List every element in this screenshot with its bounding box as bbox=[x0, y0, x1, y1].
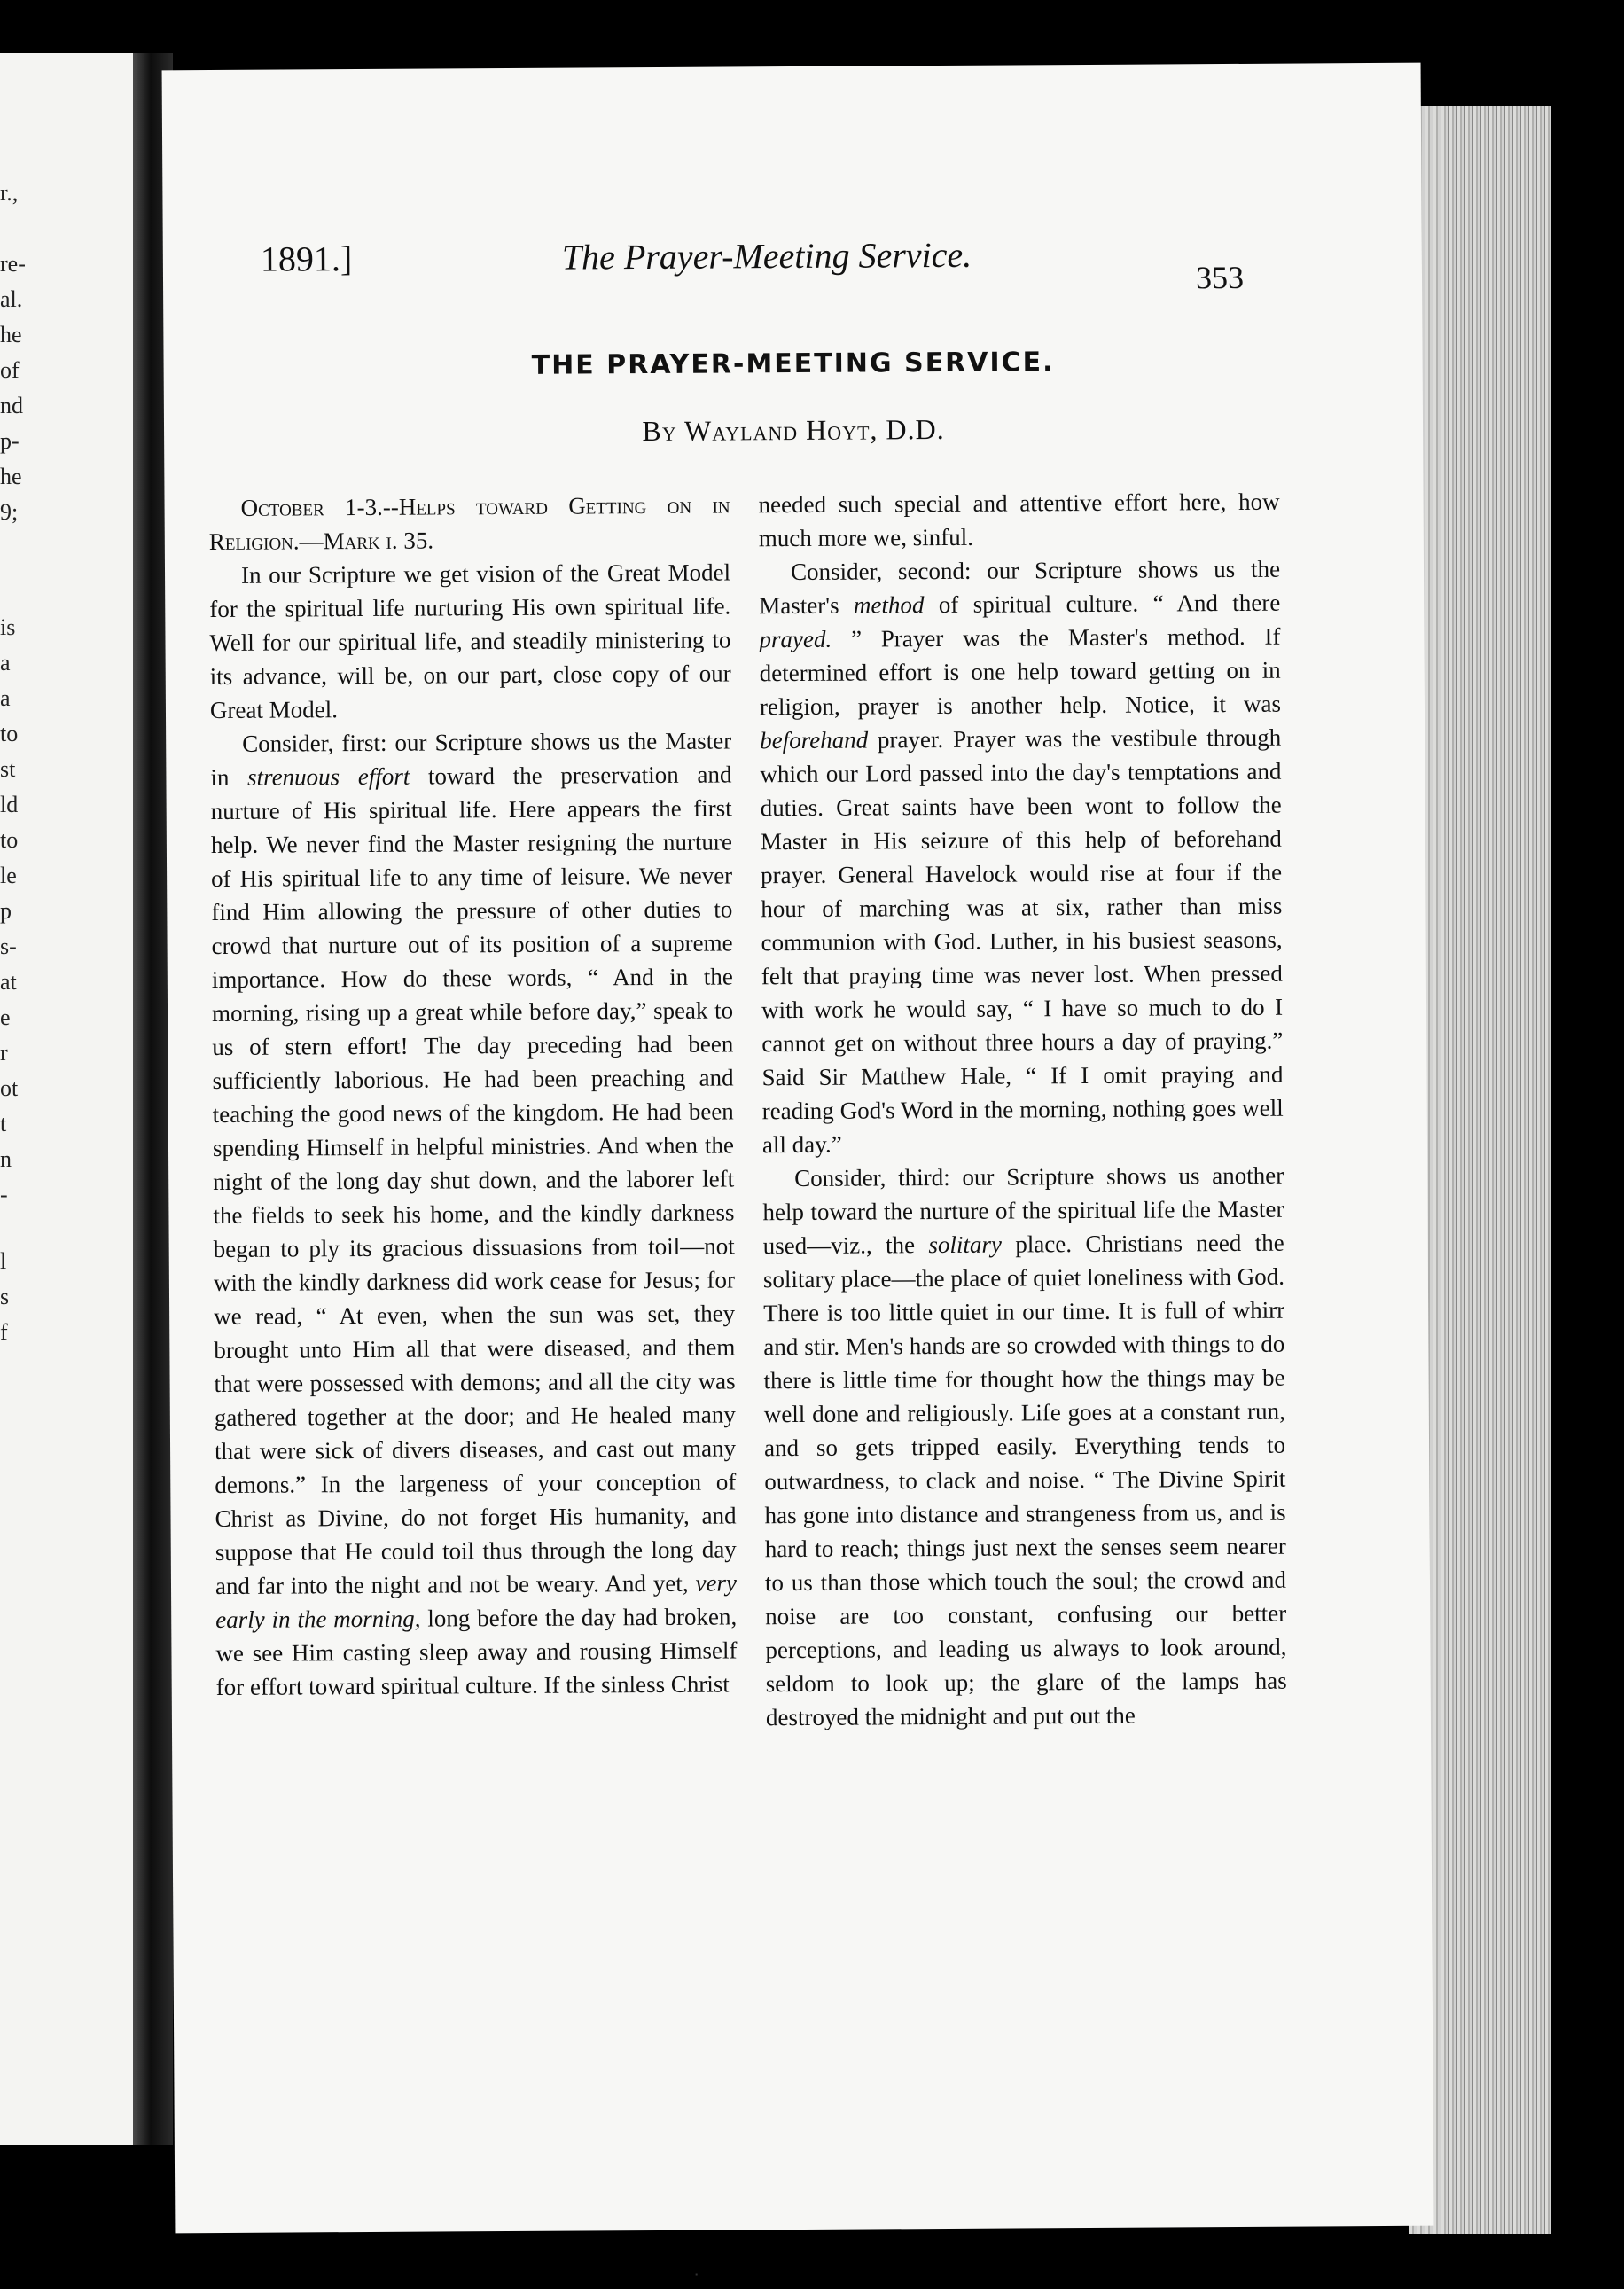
right-column bbox=[758, 485, 1287, 1735]
left-page-fragment: al. bbox=[0, 286, 23, 312]
left-page-fragment: l bbox=[0, 1248, 7, 1274]
left-page-fragment: n bbox=[0, 1146, 12, 1172]
left-page-fragment: he bbox=[0, 464, 22, 489]
left-page-fragment: a bbox=[0, 685, 11, 711]
header-year: 1891.] bbox=[260, 238, 353, 279]
paragraph: needed such special and attentive effort here, how much more we, sinful. bbox=[758, 488, 1280, 552]
left-page-fragment: s- bbox=[0, 934, 17, 959]
left-page-fragment: re- bbox=[0, 251, 26, 277]
left-page-fragment: e bbox=[0, 1004, 11, 1030]
left-page-fragment: t bbox=[0, 1111, 7, 1137]
left-page-fragment: ld bbox=[0, 792, 19, 817]
right-page bbox=[162, 63, 1434, 2285]
byline: By Wayland Hoyt, D.D. bbox=[642, 412, 945, 448]
left-page-fragment: - bbox=[0, 1182, 8, 1207]
section-heading: October 1-3.--Helps toward Getting on in Religion.—Mark i. 35. bbox=[208, 491, 730, 556]
left-page-fragment: a bbox=[0, 650, 11, 676]
left-page-fragment: ot bbox=[0, 1075, 19, 1101]
left-page-fragment: at bbox=[0, 969, 17, 995]
article-title: THE PRAYER-MEETING SERVICE. bbox=[531, 347, 1055, 381]
paragraph: In our Scripture we get vision of the Great Model for the spiritual life nurturing His own spiritual life. Well for our spiritual life, and steadily ministering to its advance, will be, on our part, close copy of our Great Model. bbox=[209, 559, 731, 724]
left-page-fragment: of bbox=[0, 357, 20, 383]
left-page-fragment: s bbox=[0, 1284, 10, 1309]
left-page-fragment: is bbox=[0, 614, 16, 640]
left-page-fragment: to bbox=[0, 827, 19, 853]
left-page bbox=[0, 53, 151, 2145]
left-page-fragment: le bbox=[0, 863, 17, 888]
page-number: 353 bbox=[1195, 259, 1245, 296]
left-page-fragment: p bbox=[0, 898, 12, 924]
running-title: The Prayer-Meeting Service. bbox=[561, 234, 972, 277]
bottom-mark: ᐧ bbox=[693, 2265, 699, 2285]
paragraph: Consider, first: our Scripture shows us the Master in strenuous effort toward the preservation and nurture of His spiritual life. Here appears the first help. We never find the Master resigning the nurture of His spiritual life to any time of leisure. We never find Him allowing the pressure of other duties to crowd that nurture out of its position of a supreme importance. How do these words, “ And in the morning, rising up a great while before day,” speak to us of stern effort! The day preceding had been sufficiently laborious. He had been preaching and teaching the good news of the kingdom. He had been spending Himself in helpful ministries. And when the night of the long day shut down, and the laborer left the fields to seek his home, and the kindly darkness began to ply its gracious dissuasions from toil—not with the kindly darkness did work cease for Jesus; for we read, “ At even, when the sun was set, they brought unto Him all that were diseased, and them that were possessed with demons; and all the city was gathered together at the door; and He healed many that were sick of divers diseases, and cast out many demons.” In the largeness of your conception of Christ as Divine, do not forget His humanity, and suppose that He could toil thus through the long day and far into the night and not be weary. And yet, very early in the morning, long before the day had broken, we see Him casting sleep away and rousing Himself for effort toward spiritual culture. If the sinless Christ bbox=[210, 727, 738, 1701]
paragraph: Consider, second: our Scripture shows us the Master's method of spiritual culture. “ And there prayed. ” Prayer was the Master's method. If determined effort is one help toward getting on in religion, prayer is another help. Notice, it was beforehand prayer. Prayer was the vestibule through which our Lord passed into the day's temptations and duties. Great saints have been wont to follow the Master in His seizure of this help of beforehand prayer. General Havelock would rise at four if the hour of marching was at six, rather than miss communion with God. Luther, in his busiest seasons, felt that praying time was never lost. When pressed with work he would say, “ I have so much to do I cannot get on without three hours a day of praying.” Said Sir Matthew Hale, “ If I omit praying and reading God's Word in the morning, nothing goes well all day.” bbox=[759, 555, 1284, 1159]
left-page-fragment: he bbox=[0, 322, 22, 348]
left-page-fragment: 9; bbox=[0, 499, 19, 525]
left-column bbox=[208, 488, 737, 1704]
paragraph: Consider, third: our Scripture shows us another help toward the nurture of the spiritual life the Master used—viz., the solitary place. Christians need the solitary place—the place of quiet loneliness with God. There is too little quiet in our time. It is full of whirr and stir. Men's hands are so crowded with things to do there is little time for thought how the things may be well done and religiously. Life goes at a constant run, and so gets tripped easily. Everything tends to outwardness, to clack and noise. “ The Divine Spirit has gone into distance and strangeness from us, and is hard to reach; things just next the senses seem nearer to us than those which touch the soul; the crowd and noise are too constant, confusing our better perceptions, and leading us always to look around, seldom to look up; the glare of the lamps has destroyed the midnight and put out the bbox=[762, 1161, 1287, 1731]
left-page-fragment: p- bbox=[0, 428, 20, 454]
left-page-fragment: f bbox=[0, 1319, 8, 1345]
left-page-fragment: st bbox=[0, 756, 16, 782]
left-page-fragment: nd bbox=[0, 393, 23, 418]
left-page-fragment: r., bbox=[0, 180, 19, 206]
left-page-fragment: to bbox=[0, 721, 19, 746]
left-page-fragment: r bbox=[0, 1040, 8, 1066]
